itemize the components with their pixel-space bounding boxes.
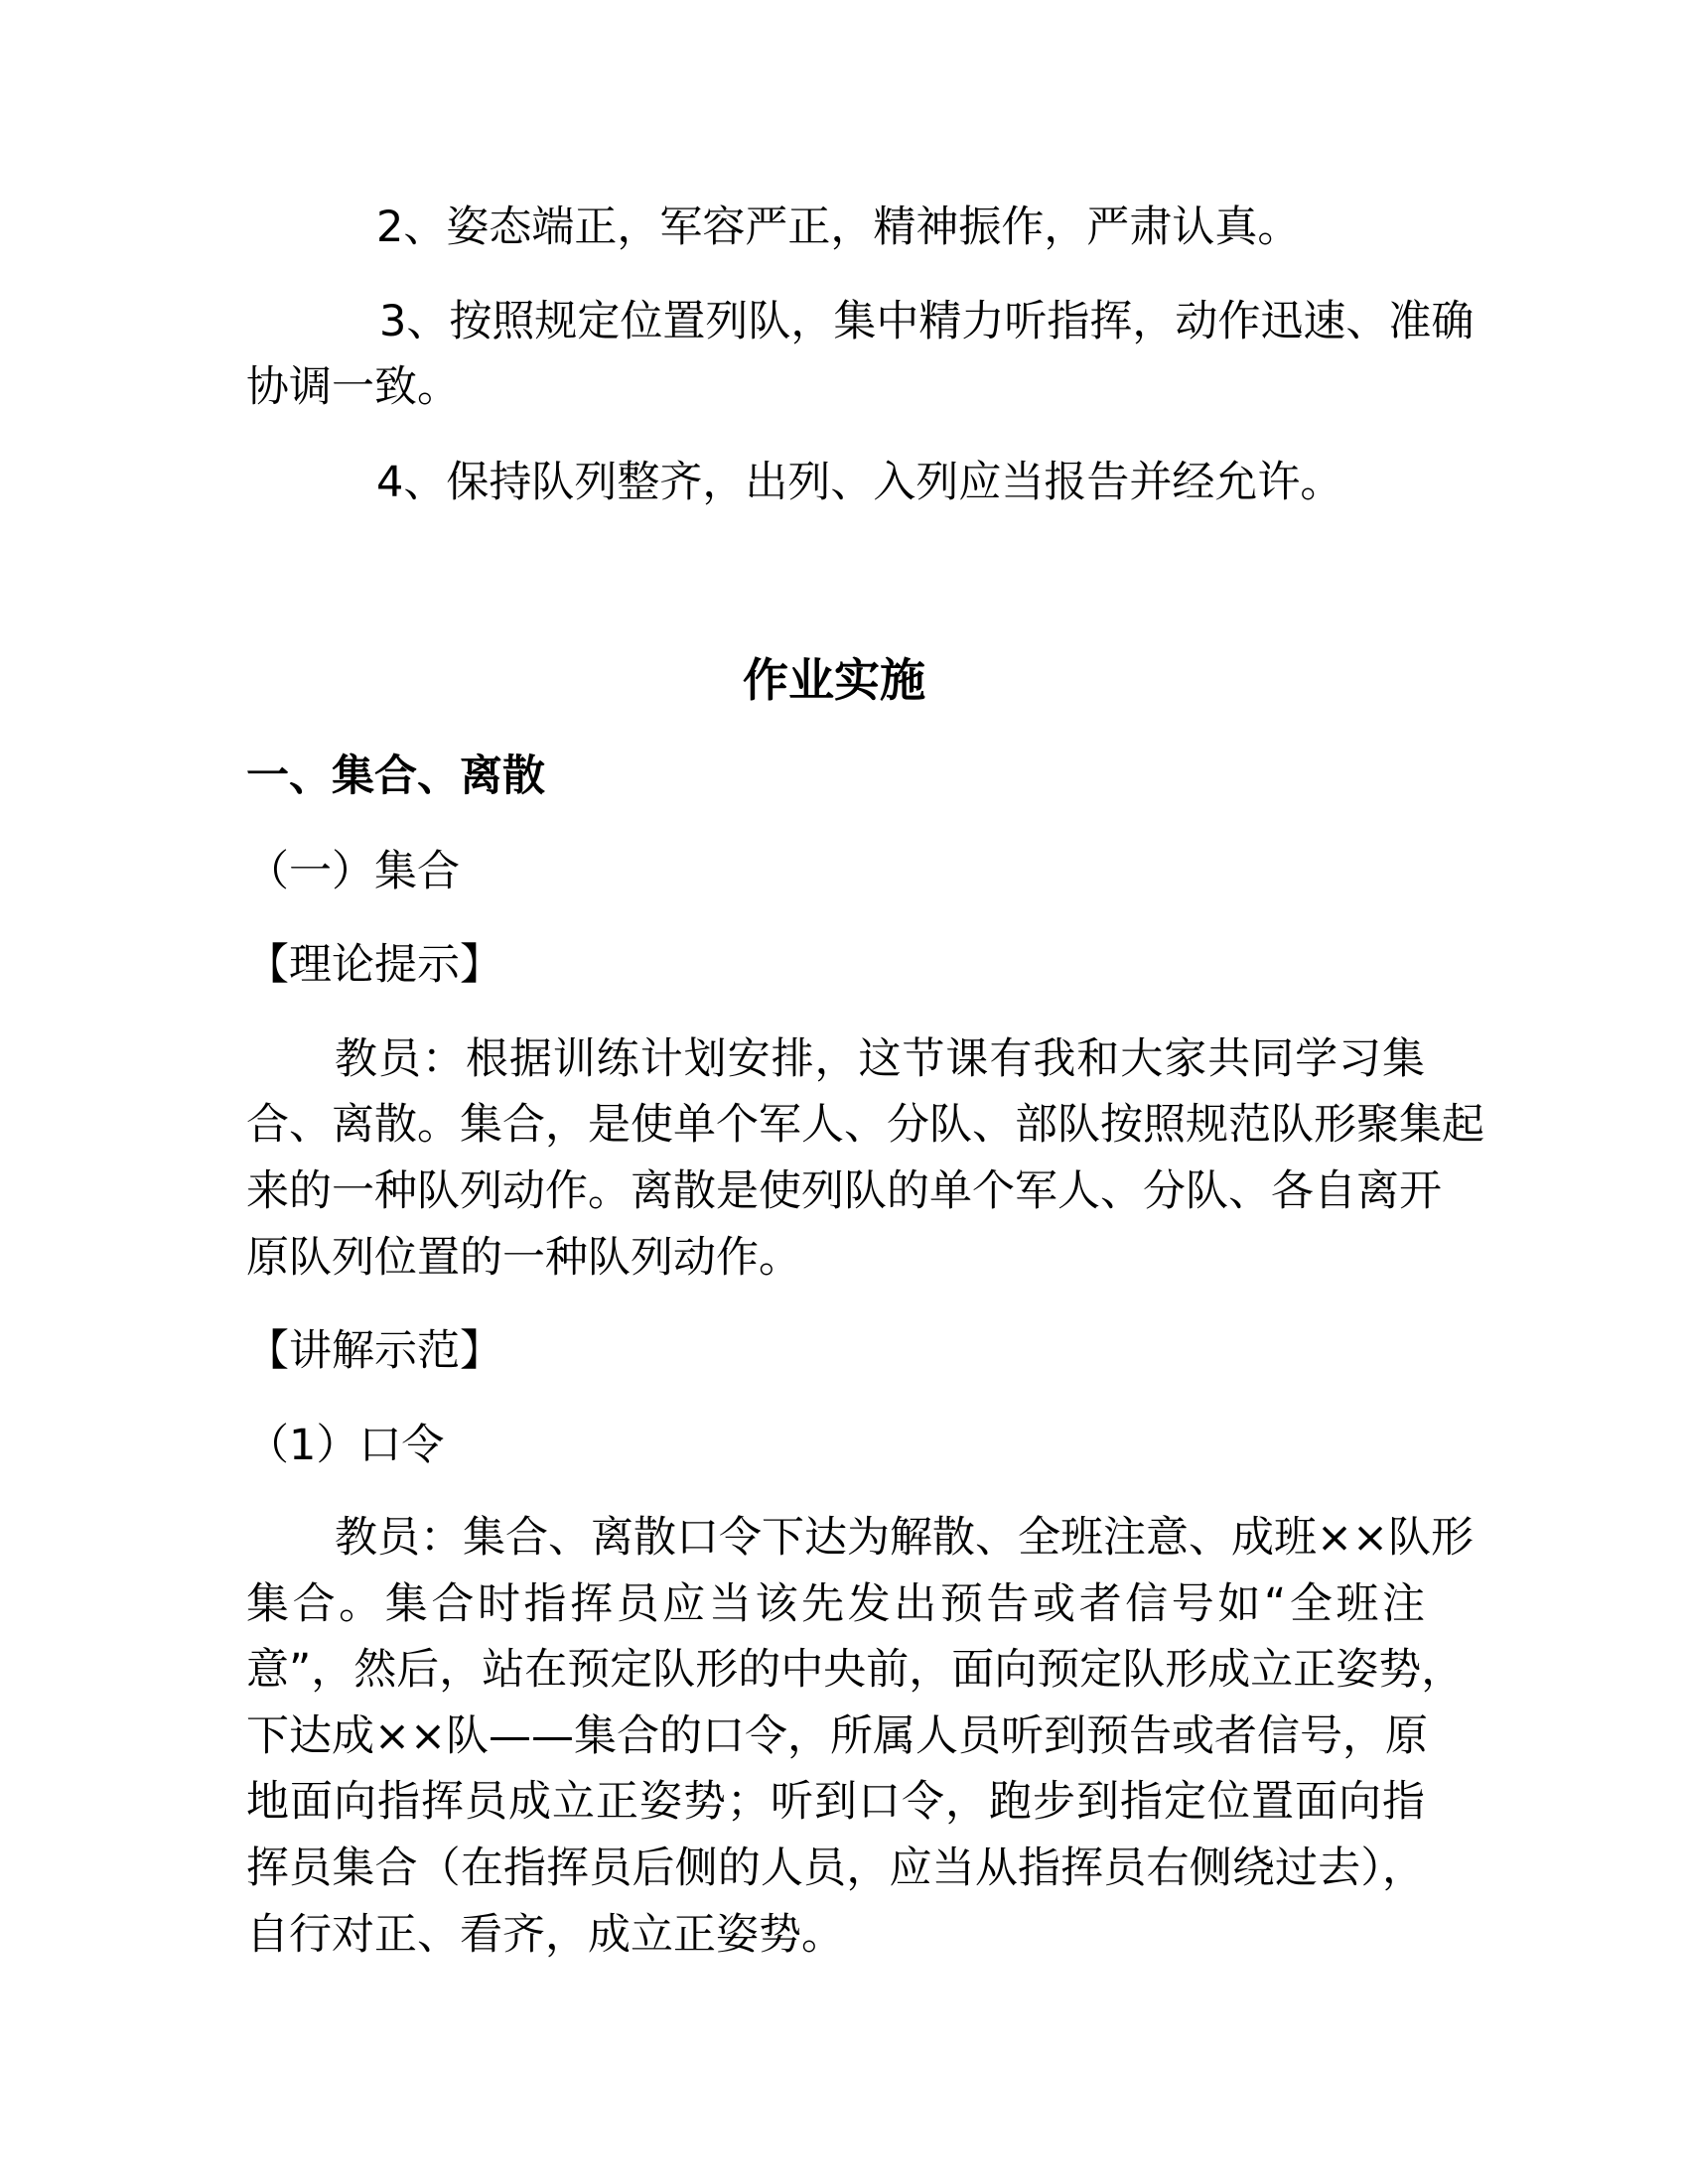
section-title: 作业实施 [743,653,925,707]
demo-label: 【讲解示范】 [246,1326,502,1376]
command-text-line: 地面向指挥员成立正姿势；听到口令，跑步到指定位置面向指 [246,1777,1425,1827]
theory-label: 【理论提示】 [246,940,502,990]
command-text-line: 意”，然后，站在预定队形的中央前，面向预定队形成立正姿势， [246,1645,1465,1695]
rule-item-3-line: 3、按照规定位置列队，集中精力听指挥，动作迅速、准确 [379,297,1475,346]
heading-level-2: （一）集合 [246,847,460,896]
theory-text-line: 来的一种队列动作。离散是使列队的单个军人、分队、各自离开 [246,1166,1442,1216]
theory-text-line: 教员：根据训练计划安排，这节课有我和大家共同学习集 [335,1034,1425,1084]
rule-item-2: 2、姿态端正，军容严正，精神振作，严肃认真。 [376,203,1301,252]
rule-item-4: 4、保持队列整齐，出列、入列应当报告并经允许。 [376,458,1343,507]
command-text-line: 教员：集合、离散口令下达为解散、全班注意、成班××队形 [335,1513,1475,1563]
command-text-line: 集合。集合时指挥员应当该先发出预告或者信号如“全班注 [246,1579,1425,1629]
sub-heading: （1）口令 [246,1421,445,1470]
rule-item-3-line: 协调一致。 [246,362,460,412]
heading-level-1: 一、集合、离散 [246,751,545,801]
theory-text-line: 原队列位置的一种队列动作。 [246,1233,801,1283]
command-text-line: 下达成××队——集合的口令，所属人员听到预告或者信号，原 [246,1711,1429,1761]
command-text-line: 自行对正、看齐，成立正姿势。 [246,1910,844,1960]
command-text-line: 挥员集合（在指挥员后侧的人员，应当从指挥员右侧绕过去）， [246,1843,1425,1893]
theory-text-line: 合、离散。集合，是使单个军人、分队、部队按照规范队形聚集起 [246,1100,1484,1150]
